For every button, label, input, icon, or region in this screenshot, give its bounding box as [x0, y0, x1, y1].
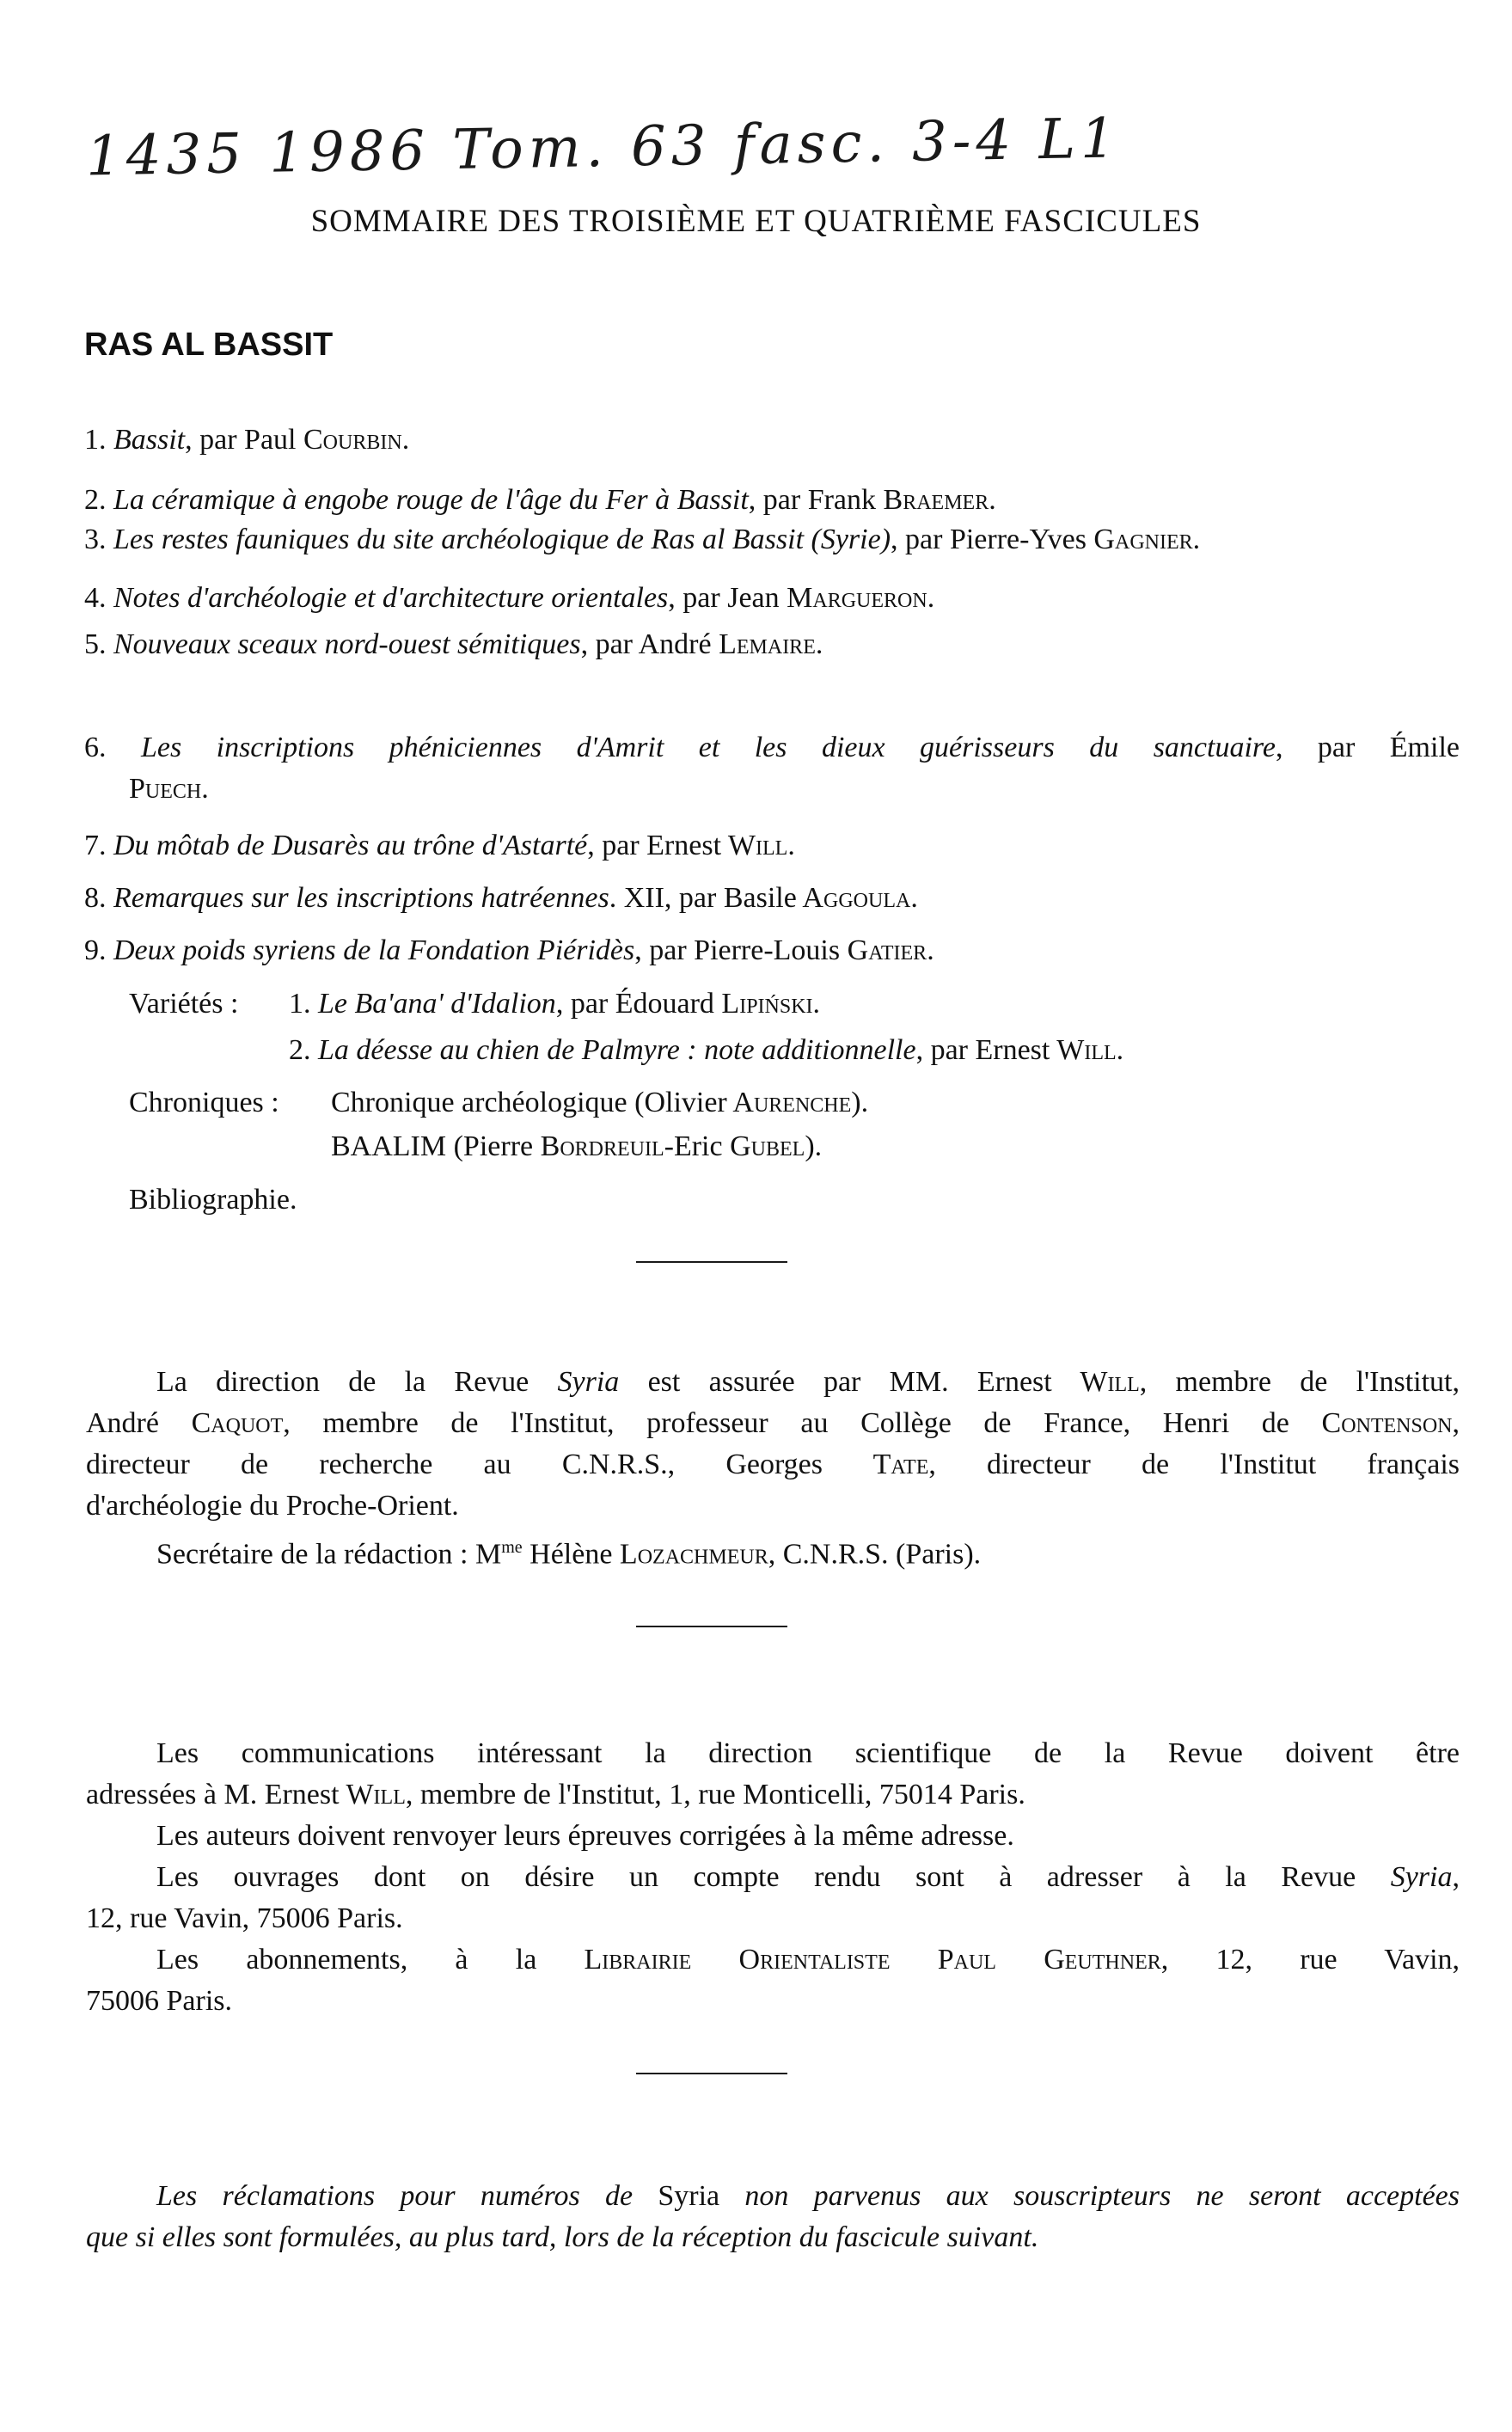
variete-2: 2. La déesse au chien de Palmyre : note additionnelle, par Ernest Will.	[289, 1034, 1124, 1066]
author-name: ill	[1084, 1034, 1117, 1066]
communications-paragraph: Les communications intéressant la direction scientifique de la Revue doivent être adressées à M. Ernest Will, membre de l'Institut, 1, rue Monticelli, 75014 Paris. Les auteurs doivent renvoyer leurs épreuves corrigées à la même adresse. Les ouvrages dont on désire un compte rendu sont à adresser à la Revue Syria, 12, rue Vavin, 75006 Paris. Les abonnements, à la Librairie Orientaliste Paul Geuthner, 12, rue Vavin, 75006 Paris.	[86, 1737, 1460, 2017]
author-name: emaire	[736, 628, 816, 660]
article-3: 3. Les restes fauniques du site archéologique de Ras al Bassit (Syrie), par Pierre-Yves Gagnier.	[84, 524, 1201, 555]
article-title: Du môtab de Dusarès au trône d'Astarté	[113, 830, 588, 861]
article-8: 8. Remarques sur les inscriptions hatréennes. XII, par Basile Aggoula.	[84, 882, 918, 914]
direction-paragraph: La direction de la Revue Syria est assurée par MM. Ernest Will, membre de l'Institut, André Caquot, membre de l'Institut, professeur au Collège de France, Henri de Contenson, directeur de recherche au C.N.R.S., Georges Tate, directeur de l'Institut français d'archéologie du Proche-Orient. Secrétaire de la rédaction : $M^{me}$ Hélène Lozachmeur, C.N.R.S. (Paris).	[86, 1362, 1460, 1575]
author-name: ipiński	[739, 988, 813, 1020]
chroniques-label: Chroniques :	[129, 1087, 279, 1118]
article-5: 5. Nouveaux sceaux nord-ouest sémitiques, par André Lemaire.	[84, 628, 823, 660]
page-title: SOMMAIRE DES TROISIÈME ET QUATRIÈME FASCICULES	[310, 204, 1202, 239]
author-name: atier	[868, 934, 927, 966]
article-title: Le Ba'ana' d'Idalion	[318, 988, 556, 1020]
author-name: ill	[756, 830, 788, 861]
varietes-label: Variétés :	[129, 988, 239, 1020]
article-title: Bassit	[113, 424, 186, 456]
article-7: 7. Du môtab de Dusarès au trône d'Astarté, par Ernest Will.	[84, 830, 795, 861]
article-title: Remarques sur les inscriptions hatréennes	[113, 882, 609, 914]
divider-3	[636, 2073, 787, 2074]
article-title: Nouveaux sceaux nord-ouest sémitiques	[113, 628, 581, 660]
chronique-2: BAALIM (Pierre Bordreuil-Eric Gubel).	[331, 1130, 823, 1162]
article-title: Deux poids syriens de la Fondation Piéridès	[113, 934, 635, 966]
chronique-1: Chronique archéologique (Olivier Aurenche).	[331, 1087, 869, 1118]
variete-1: 1. Le Ba'ana' d'Idalion, par Édouard Lipiński.	[289, 988, 821, 1020]
divider-1	[636, 1261, 787, 1263]
author-name: agnier	[1114, 524, 1193, 555]
article-title: Les restes fauniques du site archéologique de Ras al Bassit (Syrie)	[113, 524, 891, 555]
article-6-author: Puech.	[129, 773, 209, 805]
article-9: 9. Deux poids syriens de la Fondation Piéridès, par Pierre-Louis Gatier.	[84, 934, 934, 966]
section-heading: RAS AL BASSIT	[84, 327, 334, 363]
secretary-line: Secrétaire de la rédaction : $M^{me}$ Hélène Lozachmeur, C.N.R.S. (Paris).	[156, 1538, 982, 1571]
divider-2	[636, 1626, 787, 1627]
author-name: argueron	[812, 582, 927, 614]
article-1: 1. Bassit, par Paul Courbin.	[84, 424, 410, 456]
bibliographie: Bibliographie.	[129, 1184, 297, 1216]
article-title: La déesse au chien de Palmyre : note additionnelle	[318, 1034, 916, 1066]
article-2: 2. La céramique à engobe rouge de l'âge du Fer à Bassit, par Frank Braemer.	[84, 484, 996, 516]
reclamations-paragraph: Les réclamations pour numéros de Syria non parvenus aux souscripteurs ne seront acceptées que si elles sont formulées, au plus tard, lors de la réception du fascicule suivant.	[86, 2180, 1460, 2253]
article-4: 4. Notes d'archéologie et d'architecture orientales, par Jean Margueron.	[84, 582, 935, 614]
author-name: raemer	[903, 484, 989, 516]
article-title: Notes d'archéologie et d'architecture orientales	[113, 582, 669, 614]
article-title: Les inscriptions phéniciennes d'Amrit et les dieux guérisseurs du sanctuaire	[140, 732, 1276, 763]
author-name: ggoula	[823, 882, 911, 914]
author-name: uech	[144, 773, 202, 805]
handwritten-call-number: 1435 1986 Tom. 63 fasc. 3-4 L1	[85, 107, 1122, 189]
article-6: 6. Les inscriptions phéniciennes d'Amrit et les dieux guérisseurs du sanctuaire, par Émile	[84, 732, 1460, 763]
author-name: ourbin	[322, 424, 402, 456]
article-title: La céramique à engobe rouge de l'âge du Fer à Bassit	[113, 484, 749, 516]
